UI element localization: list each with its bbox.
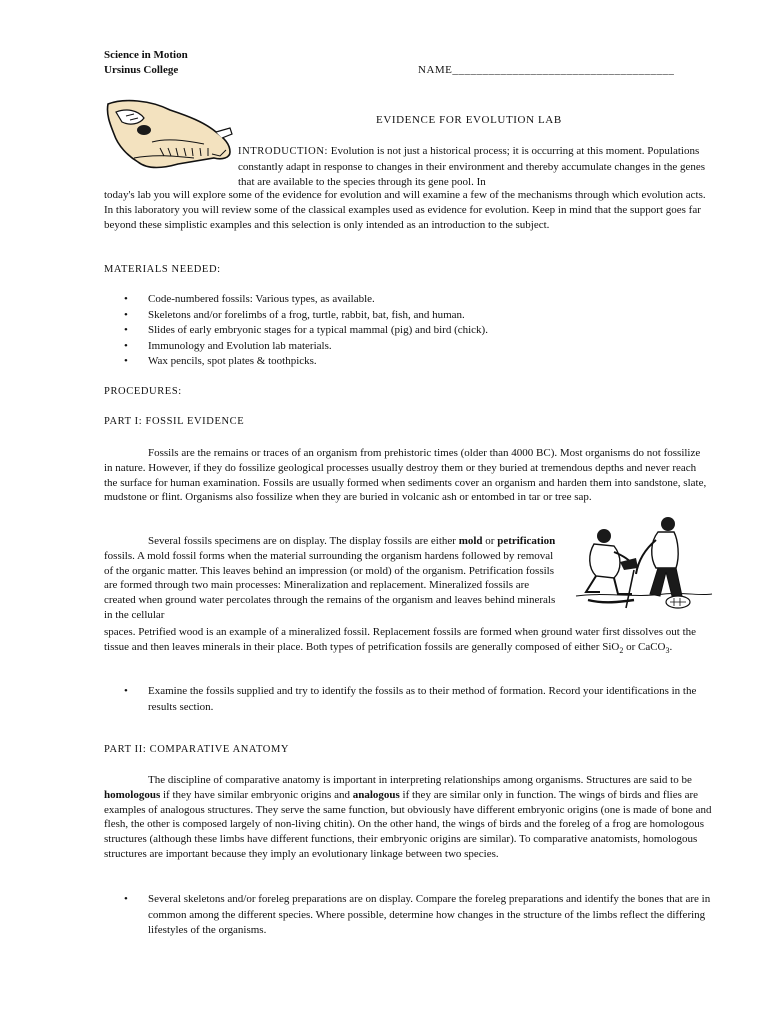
part1-task-list	[104, 684, 708, 715]
intro-paragraph-bottom: today's lab you will explore some of the evidence for evolution and will examine a few of the mechanisms through which evolution acts. In this laboratory you will review some of the classical examples used as evidence for evolution. Keep in mind that the support goes far beyond these simplistic examples and this selection is only intended as an introduction to the subject.	[104, 189, 706, 231]
org-name: Science in Motion	[104, 49, 188, 61]
bullet-glyph: •	[124, 293, 128, 305]
intro-paragraph-top	[238, 144, 706, 189]
name-line: _____________________________________	[452, 64, 675, 76]
college-name: Ursinus College	[104, 64, 179, 76]
part1-paragraph-2: Several fossils specimens are on display. The display fossils are either mold or petrification fossils. A mold fossil forms when the material surrounding the organism hardens followed by removal of the organic matter. This leaves behind an impression (or mold) of the organism. Petrification fossils are formed through two main processes: Mineralization and replacement. Mineralized fossils are created when ground water percolates through the remains of the organism and leaves behind minerals in the cellular	[104, 535, 556, 621]
page-title: EVIDENCE FOR EVOLUTION LAB	[376, 114, 562, 126]
bullet-glyph: •	[124, 308, 128, 321]
intro-text-a: Evolution is not just a historical process; it is occurring at this moment. Populations constantly adapt in response to changes in their environment and thereby accumulate changes in the genes that are available to the species through its gene pool. In	[238, 145, 706, 188]
list-item: • Wax pencils, spot plates & toothpicks.	[104, 354, 708, 370]
procedures-heading: PROCEDURES:	[104, 386, 182, 397]
bullet-glyph: •	[124, 339, 128, 352]
name-label: NAME	[418, 64, 453, 76]
part1-paragraph-2-cont: spaces. Petrified wood is an example of a mineralized fossil. Replacement fossils are formed when ground water first dissolves out the tissue and then leaves minerals in their place. Both types of petrification fossils are generally composed of either SiO$_2$ or CaCO$_3$.	[104, 626, 697, 655]
term-mold: mold	[458, 535, 483, 547]
part1-heading: PART I: FOSSIL EVIDENCE	[104, 416, 245, 427]
term-homologous: homologous	[104, 788, 161, 801]
list-item: • Several skeletons and/or foreleg preparations are on display. Compare the foreleg preparations and identify the bones that are in common among the different species. Where possible, determine how changes in the structure of the limbs reflect the differing lifestyles of the organisms.	[124, 893, 711, 936]
bullet-glyph: •	[124, 324, 128, 336]
list-item: • Code-numbered fossils: Various types, as available.	[104, 292, 708, 308]
materials-heading: MATERIALS NEEDED:	[104, 264, 221, 275]
list-item: • Immunology and Evolution lab materials.	[104, 339, 708, 355]
part2-heading: PART II: COMPARATIVE ANATOMY	[104, 744, 290, 755]
term-petrification: petrification	[497, 535, 556, 547]
bullet-glyph: •	[124, 685, 128, 697]
intro-label: INTRODUCTION:	[238, 146, 329, 157]
part2-paragraph-1: The discipline of comparative anatomy is important in interpreting relationships among organisms. Structures are said to be homologous if they have similar embryonic origins and analogous if they are similar only in function. The wings of birds and flies are examples of analogous structures. They serve the same function, but obviously have different embryonic origins (one is made of bone and flesh, the other is composed largely of non-living chitin). On the other hand, the wings of birds and the foreleg of a frog are homologous structures (although these limbs have different functions, their embryonic origins are similar). To comparative anatomists, homologous structures are important because they imply an evolutionary linkage between two species.	[104, 774, 712, 860]
list-item: • Skeletons and/or forelimbs of a frog, turtle, rabbit, bat, fish, and human.	[104, 308, 708, 324]
part1-paragraph-1: Fossils are the remains or traces of an organism from prehistoric times (older than 4000 BC). Most organisms do not fossilize in nature. However, if they do fossilize geological processes usually destroy them or they buried at tremendous depths and never reach the surface for human examination. Fossils are usually formed when sediments cover an organism and harden them into sandstone, slate, mudstone or flint. Organisms also fossilize when they are buried in volcanic ash or entombed in tar or tree sap.	[104, 447, 707, 504]
horse-skull-illustration	[104, 98, 236, 170]
bullet-glyph: •	[124, 893, 128, 905]
materials-list	[104, 292, 708, 370]
name-field	[418, 63, 674, 77]
list-item: • Slides of early embryonic stages for a typical mammal (pig) and bird (chick).	[104, 323, 708, 339]
list-item: • Examine the fossils supplied and try to identify the fossils as to their method of formation. Record your identifications in the results section.	[124, 685, 697, 713]
bullet-glyph: •	[124, 355, 128, 367]
term-analogous: analogous	[352, 788, 400, 801]
part2-task-list	[104, 892, 716, 939]
fossil-dig-illustration	[574, 512, 714, 612]
